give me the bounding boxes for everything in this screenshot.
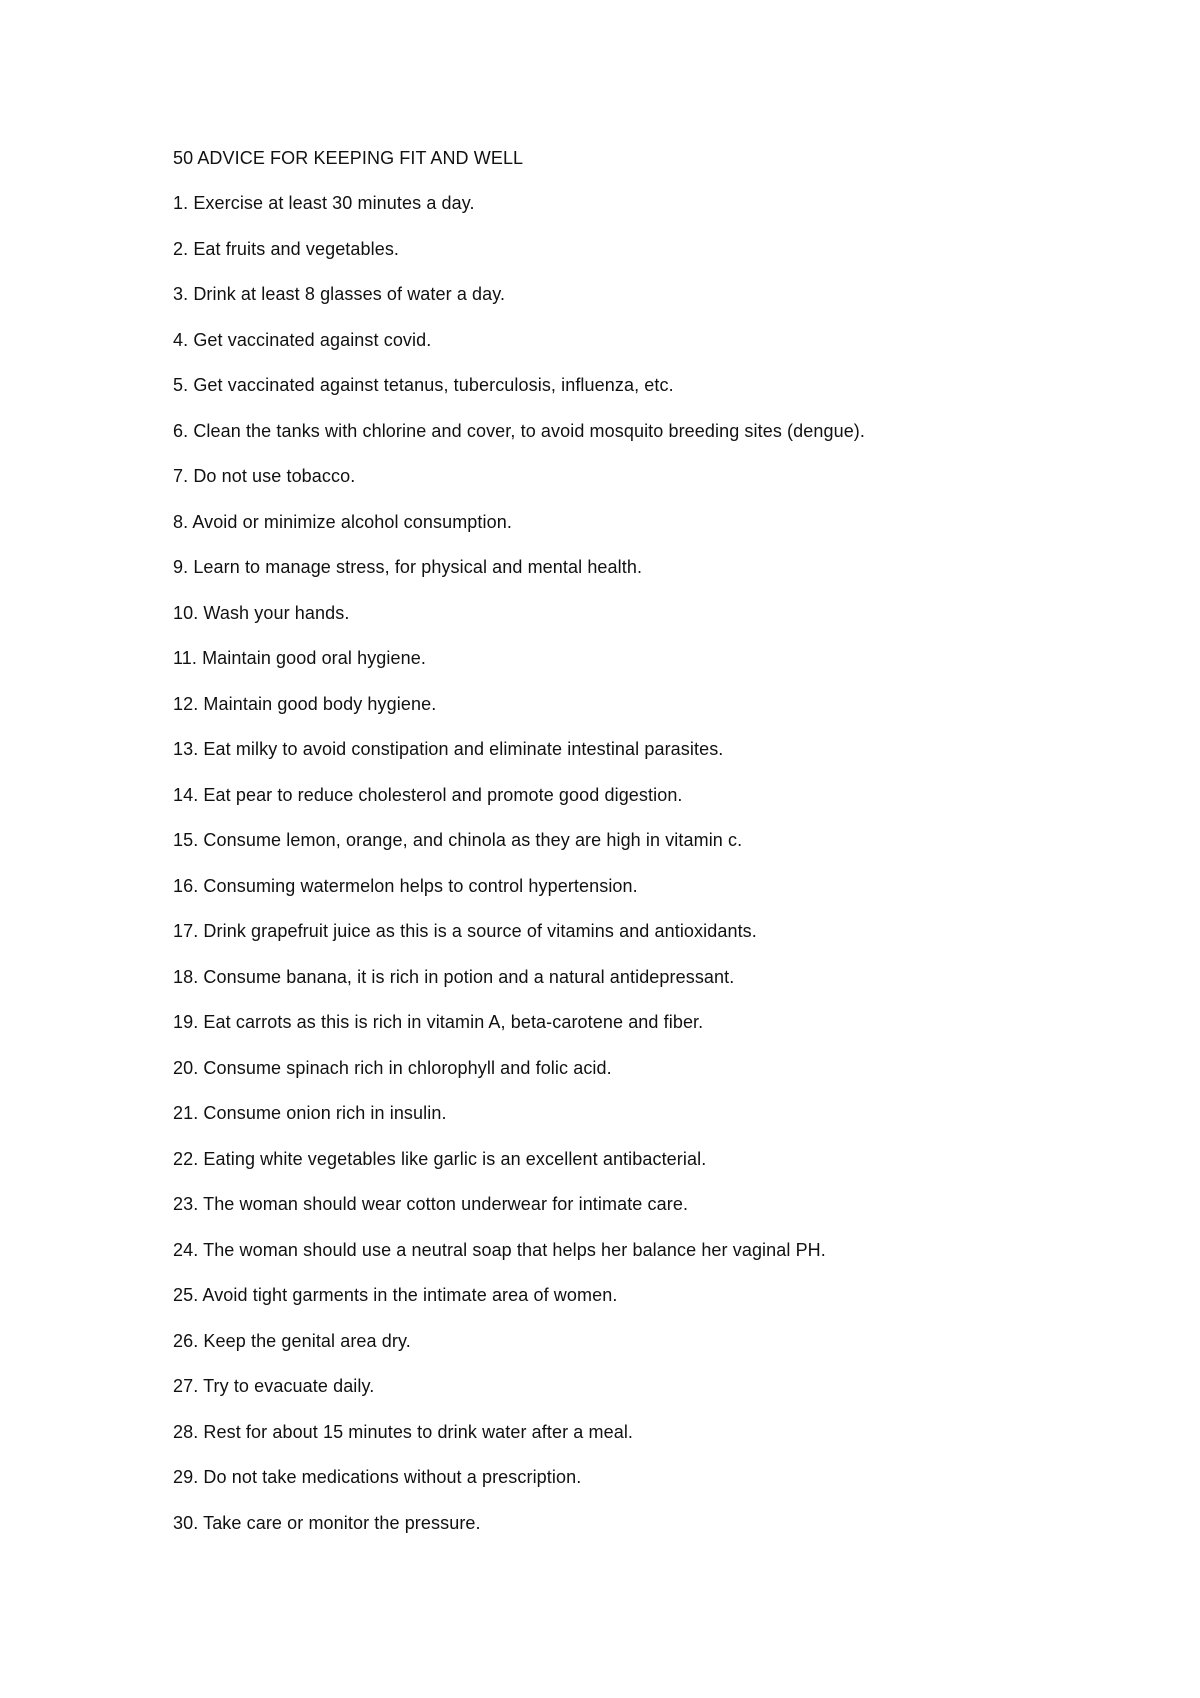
- advice-item: 16. Consuming watermelon helps to control hypertension.: [173, 875, 638, 896]
- advice-item: 9. Learn to manage stress, for physical and mental health.: [173, 557, 643, 577]
- advice-item: 23. The woman should wear cotton underwear for intimate care.: [173, 1194, 689, 1214]
- advice-item: 25. Avoid tight garments in the intimate area of women.: [173, 1285, 618, 1305]
- advice-item: 13. Eat milky to avoid constipation and eliminate intestinal parasites.: [173, 739, 724, 759]
- advice-list: [173, 191, 1133, 1556]
- document-title: 50 ADVICE FOR KEEPING FIT AND WELL: [173, 148, 524, 168]
- advice-item: 26. Keep the genital area dry.: [173, 1330, 411, 1351]
- advice-item: 10. Wash your hands.: [173, 602, 350, 623]
- advice-item: 29. Do not take medications without a prescription.: [173, 1467, 582, 1487]
- advice-item: 18. Consume banana, it is rich in potion and a natural antidepressant.: [173, 966, 735, 987]
- advice-item: 20. Consume spinach rich in chlorophyll and folic acid.: [173, 1057, 612, 1078]
- advice-item: 12. Maintain good body hygiene.: [173, 693, 437, 714]
- document-content: [173, 146, 1133, 1556]
- advice-item: 6. Clean the tanks with chlorine and cover, to avoid mosquito breeding sites (dengue).: [173, 420, 866, 441]
- advice-item: 1. Exercise at least 30 minutes a day.: [173, 193, 475, 213]
- advice-item: 3. Drink at least 8 glasses of water a day.: [173, 284, 506, 304]
- advice-item: 5. Get vaccinated against tetanus, tuberculosis, influenza, etc.: [173, 375, 674, 395]
- advice-item: 19. Eat carrots as this is rich in vitamin A, beta-carotene and fiber.: [173, 1012, 704, 1032]
- advice-item: 30. Take care or monitor the pressure.: [173, 1512, 481, 1533]
- advice-item: 14. Eat pear to reduce cholesterol and promote good digestion.: [173, 784, 683, 805]
- advice-item: 21. Consume onion rich in insulin.: [173, 1103, 447, 1123]
- advice-item: 17. Drink grapefruit juice as this is a source of vitamins and antioxidants.: [173, 921, 757, 941]
- advice-item: 2. Eat fruits and vegetables.: [173, 238, 400, 259]
- advice-item: 4. Get vaccinated against covid.: [173, 329, 432, 350]
- advice-item: 8. Avoid or minimize alcohol consumption.: [173, 511, 512, 532]
- advice-item: 11. Maintain good oral hygiene.: [173, 648, 426, 668]
- advice-item: 27. Try to evacuate daily.: [173, 1376, 375, 1396]
- advice-item: 24. The woman should use a neutral soap that helps her balance her vaginal PH.: [173, 1239, 826, 1260]
- advice-item: 28. Rest for about 15 minutes to drink water after a meal.: [173, 1421, 634, 1442]
- advice-item: 7. Do not use tobacco.: [173, 466, 356, 486]
- advice-item: 15. Consume lemon, orange, and chinola as they are high in vitamin c.: [173, 830, 743, 850]
- advice-item: 22. Eating white vegetables like garlic is an excellent antibacterial.: [173, 1148, 707, 1169]
